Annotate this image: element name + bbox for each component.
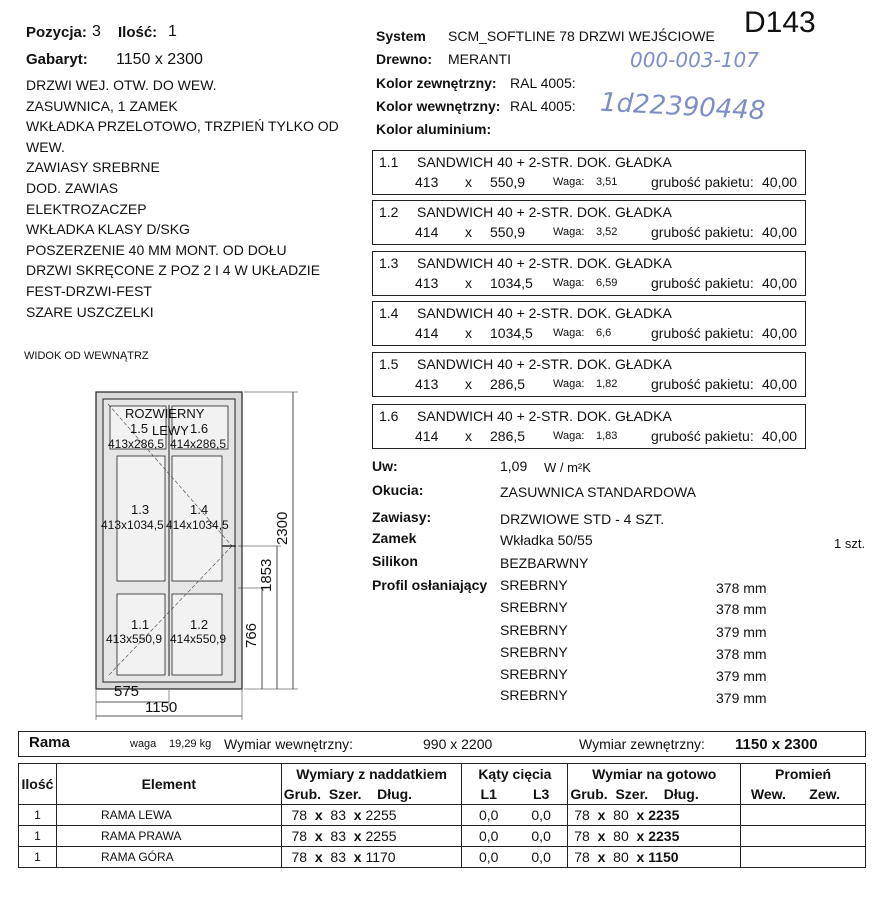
panel-waga-label: Waga: xyxy=(553,226,585,238)
ilosc-label: Ilość: xyxy=(118,24,158,41)
row-x: x xyxy=(636,807,645,823)
row-fg: 78 xyxy=(574,828,590,844)
rama-title: Rama xyxy=(29,734,70,751)
row-element: RAMA LEWA xyxy=(56,805,281,826)
kolor-zew-value: RAL 4005: xyxy=(510,75,576,91)
profile-color: SREBRNY xyxy=(500,644,568,660)
kolor-wew-value: RAL 4005: xyxy=(510,98,576,114)
note-line: ELEKTROZACZEP xyxy=(26,200,147,217)
dim-handle-label: 1853 xyxy=(258,558,275,592)
row-fs: 80 xyxy=(613,807,629,823)
panel-x: x xyxy=(465,224,472,240)
row-element: RAMA PRAWA xyxy=(56,826,281,847)
row-l3: 0,0 xyxy=(515,847,568,868)
row-d: 1170 xyxy=(365,849,396,865)
col-l3: L3 xyxy=(515,784,568,805)
uw-label: Uw: xyxy=(372,458,398,474)
profil-label: Profil osłaniający xyxy=(372,577,488,593)
panel-x: x xyxy=(465,376,472,392)
panel-waga-label: Waga: xyxy=(553,277,585,289)
view-label: WIDOK OD WEWNĄTRZ xyxy=(24,350,149,362)
panel-grubosc: 40,00 xyxy=(762,224,798,240)
panel-name: SANDWICH 40 + 2-STR. DOK. GŁADKA xyxy=(417,204,672,220)
panel-size-1-4: 414x1034,5 xyxy=(166,518,229,532)
row-x: x xyxy=(597,849,606,865)
panel-name: SANDWICH 40 + 2-STR. DOK. GŁADKA xyxy=(417,154,672,170)
dim-half-label: 575 xyxy=(114,683,140,700)
doc-code: D143 xyxy=(744,6,816,39)
row-l3: 0,0 xyxy=(515,826,568,847)
panel-size-1-5: 413x286,5 xyxy=(108,437,165,451)
table-row xyxy=(19,826,866,847)
rama-zew-value: 1150 x 2300 xyxy=(735,736,818,753)
profile-length: 379 mm xyxy=(716,624,767,640)
row-promien xyxy=(741,847,866,868)
panel-size-1-6: 414x286,5 xyxy=(170,437,227,451)
handwritten-code: 000-003-107 xyxy=(630,48,759,72)
col-fgrub: Grub. xyxy=(570,786,608,802)
rama-wew-value: 990 x 2200 xyxy=(423,736,493,752)
dim-width-label: 1150 xyxy=(145,699,178,716)
panel-label-1-2: 1.2 xyxy=(190,617,209,632)
col-katy: Kąty cięcia xyxy=(462,764,568,785)
row-x: x xyxy=(636,849,645,865)
opening-label: ROZWIERNY xyxy=(125,406,205,421)
table-row xyxy=(19,805,866,826)
panel-waga: 1,83 xyxy=(596,430,618,442)
silikon-label: Silikon xyxy=(372,553,418,569)
row-g: 78 xyxy=(291,828,308,844)
zawiasy-label: Zawiasy: xyxy=(372,509,432,525)
col-l1: L1 xyxy=(462,784,515,805)
col-dlug: Dług. xyxy=(377,786,413,802)
panel-no: 1.2 xyxy=(379,204,399,220)
col-promien: Promień xyxy=(741,764,866,785)
col-fszer: Szer. xyxy=(615,786,649,802)
profile-length: 379 mm xyxy=(716,668,767,684)
panel-width: 414 xyxy=(415,325,439,341)
row-x: x xyxy=(353,807,362,823)
row-promien xyxy=(741,826,866,847)
row-l1: 0,0 xyxy=(462,826,515,847)
panel-waga: 6,59 xyxy=(596,277,618,289)
col-zew: Zew. xyxy=(809,786,840,802)
profile-length: 378 mm xyxy=(716,601,767,617)
row-qty: 1 xyxy=(19,847,57,868)
uw-unit: W / m²K xyxy=(544,460,591,475)
row-x: x xyxy=(597,807,606,823)
panel-waga-label: Waga: xyxy=(553,176,585,188)
row-l1: 0,0 xyxy=(462,805,515,826)
row-qty: 1 xyxy=(19,805,57,826)
row-fg: 78 xyxy=(574,807,590,823)
panel-grubosc-label: grubość pakietu: xyxy=(651,275,754,291)
zawiasy-value: DRZWIOWE STD - 4 SZT. xyxy=(500,511,665,527)
drewno-label: Drewno: xyxy=(376,51,432,67)
row-fs: 80 xyxy=(613,828,629,844)
note-line: ZAWIASY SREBRNE xyxy=(26,159,160,176)
panel-size-1-1: 413x550,9 xyxy=(106,632,163,646)
profile-length: 379 mm xyxy=(716,690,767,706)
zamek-label: Zamek xyxy=(372,530,417,546)
panel-waga-label: Waga: xyxy=(553,430,585,442)
note-line: DRZWI WEJ. OTW. DO WEW. xyxy=(26,77,217,93)
row-fd: 1150 xyxy=(648,849,679,865)
row-g: 78 xyxy=(291,849,308,865)
panel-x: x xyxy=(465,275,472,291)
panel-x: x xyxy=(465,174,472,190)
row-qty: 1 xyxy=(19,826,57,847)
col-wymiary: Wymiary z naddatkiem xyxy=(281,764,462,785)
panel-grubosc-label: grubość pakietu: xyxy=(651,325,754,341)
panel-label-1-1: 1.1 xyxy=(131,617,150,632)
panel-size-1-3: 413x1034,5 xyxy=(101,518,164,532)
rama-wew-label: Wymiar wewnętrzny: xyxy=(224,736,354,752)
col-element: Element xyxy=(56,764,281,805)
table-row xyxy=(19,847,866,868)
gabaryt-value: 1150 x 2300 xyxy=(116,51,203,68)
panel-waga: 3,51 xyxy=(596,176,618,188)
panel-no: 1.1 xyxy=(379,154,399,170)
col-szer: Szer. xyxy=(328,786,362,802)
note-line: WKŁADKA KLASY D/SKG xyxy=(26,221,190,238)
panel-width: 413 xyxy=(415,174,439,190)
row-x: x xyxy=(314,849,323,865)
row-d: 2255 xyxy=(365,807,397,823)
panel-height: 550,9 xyxy=(490,174,526,190)
col-grub: Grub. xyxy=(283,786,322,802)
profile-color: SREBRNY xyxy=(500,687,568,703)
rama-header xyxy=(18,731,866,757)
row-x: x xyxy=(314,807,323,823)
profile-length: 378 mm xyxy=(716,580,767,596)
note-line: WEW. xyxy=(26,138,65,155)
uw-value: 1,09 xyxy=(500,458,528,474)
row-g: 78 xyxy=(291,807,308,823)
note-line: POSZERZENIE 40 MM MONT. OD DOŁU xyxy=(26,241,287,258)
row-fg: 78 xyxy=(574,849,590,865)
panel-x: x xyxy=(465,428,472,444)
row-s: 83 xyxy=(330,807,346,823)
panel-grubosc-label: grubość pakietu: xyxy=(651,428,754,444)
row-x: x xyxy=(597,828,606,844)
system-value: SCM_SOFTLINE 78 DRZWI WEJŚCIOWE xyxy=(448,28,715,44)
row-fd: 2235 xyxy=(648,828,680,844)
col-gotowo: Wymiar na gotowo xyxy=(568,764,741,785)
panel-height: 286,5 xyxy=(490,376,526,392)
row-fs: 80 xyxy=(613,849,629,865)
row-promien xyxy=(741,805,866,826)
okucia-label: Okucia: xyxy=(372,482,424,498)
pozycja-value: 3 xyxy=(92,23,101,40)
panel-waga-label: Waga: xyxy=(553,378,585,390)
panel-grubosc: 40,00 xyxy=(762,376,798,392)
note-line: SZARE USZCZELKI xyxy=(26,303,154,320)
panel-grubosc-label: grubość pakietu: xyxy=(651,224,754,240)
row-l3: 0,0 xyxy=(515,805,568,826)
note-line: DOD. ZAWIAS xyxy=(26,179,119,196)
note-line: ZASUWNICA, 1 ZAMEK xyxy=(26,97,178,114)
panel-no: 1.3 xyxy=(379,255,399,271)
col-wew: Wew. xyxy=(750,786,786,802)
profile-color: SREBRNY xyxy=(500,577,568,593)
panel-waga-label: Waga: xyxy=(553,327,585,339)
handwritten-number: 1d22390448 xyxy=(599,87,767,127)
silikon-value: BEZBARWNY xyxy=(500,555,589,571)
kolor-zew-label: Kolor zewnętrzny: xyxy=(376,75,497,91)
row-s: 83 xyxy=(330,849,346,865)
dim-height-label: 2300 xyxy=(274,511,291,545)
panel-width: 413 xyxy=(415,275,439,291)
rama-table xyxy=(18,763,866,868)
row-s: 83 xyxy=(330,828,346,844)
profile-length: 378 mm xyxy=(716,646,767,662)
row-x: x xyxy=(636,828,645,844)
panel-width: 413 xyxy=(415,376,439,392)
panel-waga: 1,82 xyxy=(596,378,618,390)
profile-color: SREBRNY xyxy=(500,622,568,638)
panel-label-1-4: 1.4 xyxy=(190,502,209,517)
opening-label-lewy: LEWY xyxy=(152,423,189,438)
panel-no: 1.6 xyxy=(379,408,399,424)
panel-waga: 6,6 xyxy=(596,327,612,339)
panel-x: x xyxy=(465,325,472,341)
row-x: x xyxy=(353,828,362,844)
row-d: 2255 xyxy=(365,828,397,844)
drewno-value: MERANTI xyxy=(448,51,511,67)
zamek-value: Wkładka 50/55 xyxy=(500,532,593,548)
panel-grubosc: 40,00 xyxy=(762,275,798,291)
panel-width: 414 xyxy=(415,224,439,240)
note-line: WKŁADKA PRZELOTOWO, TRZPIEŃ TYLKO OD xyxy=(26,118,339,135)
row-l1: 0,0 xyxy=(462,847,515,868)
panel-name: SANDWICH 40 + 2-STR. DOK. GŁADKA xyxy=(417,356,672,372)
col-ilosc: Ilość xyxy=(19,764,57,805)
row-x: x xyxy=(353,849,362,865)
panel-no: 1.5 xyxy=(379,356,399,372)
rama-waga-value: 19,29 kg xyxy=(169,738,212,750)
panel-size-1-2: 414x550,9 xyxy=(170,632,227,646)
rama-zew-label: Wymiar zewnętrzny: xyxy=(579,736,705,752)
panel-grubosc: 40,00 xyxy=(762,428,798,444)
row-x: x xyxy=(314,828,323,844)
ilosc-value: 1 xyxy=(168,23,177,40)
panel-label-1-3: 1.3 xyxy=(131,502,150,517)
panel-label-1-6: 1.6 xyxy=(190,421,209,436)
panel-grubosc-label: grubość pakietu: xyxy=(651,376,754,392)
pozycja-label: Pozycja: xyxy=(26,24,87,41)
panel-name: SANDWICH 40 + 2-STR. DOK. GŁADKA xyxy=(417,255,672,271)
rama-waga-label: waga xyxy=(130,738,157,750)
panel-grubosc: 40,00 xyxy=(762,174,798,190)
panel-label-1-5: 1.5 xyxy=(130,421,149,436)
rama-table-header xyxy=(19,764,866,785)
panel-height: 286,5 xyxy=(490,428,526,444)
panel-name: SANDWICH 40 + 2-STR. DOK. GŁADKA xyxy=(417,408,672,424)
row-fd: 2235 xyxy=(648,807,680,823)
panel-waga: 3,52 xyxy=(596,226,618,238)
panel-width: 414 xyxy=(415,428,439,444)
dim-low-label: 766 xyxy=(243,622,260,648)
panel-name: SANDWICH 40 + 2-STR. DOK. GŁADKA xyxy=(417,305,672,321)
panel-no: 1.4 xyxy=(379,305,399,321)
note-line: FEST-DRZWI-FEST xyxy=(26,282,152,299)
row-element: RAMA GÓRA xyxy=(56,847,281,868)
zamek-qty: 1 szt. xyxy=(834,536,866,551)
okucia-value: ZASUWNICA STANDARDOWA xyxy=(500,484,697,500)
profile-color: SREBRNY xyxy=(500,666,568,682)
panel-grubosc: 40,00 xyxy=(762,325,798,341)
panel-grubosc-label: grubość pakietu: xyxy=(651,174,754,190)
panel-height: 550,9 xyxy=(490,224,526,240)
kolor-alu-label: Kolor aluminium: xyxy=(376,121,492,137)
profile-color: SREBRNY xyxy=(500,599,568,615)
panel-height: 1034,5 xyxy=(490,325,533,341)
note-line: DRZWI SKRĘCONE Z POZ 2 I 4 W UKŁADZIE xyxy=(26,262,321,279)
col-fdlug: Dług. xyxy=(663,786,699,802)
kolor-wew-label: Kolor wewnętrzny: xyxy=(376,98,501,114)
system-label: System xyxy=(376,28,426,44)
gabaryt-label: Gabaryt: xyxy=(26,51,88,68)
panel-height: 1034,5 xyxy=(490,275,533,291)
